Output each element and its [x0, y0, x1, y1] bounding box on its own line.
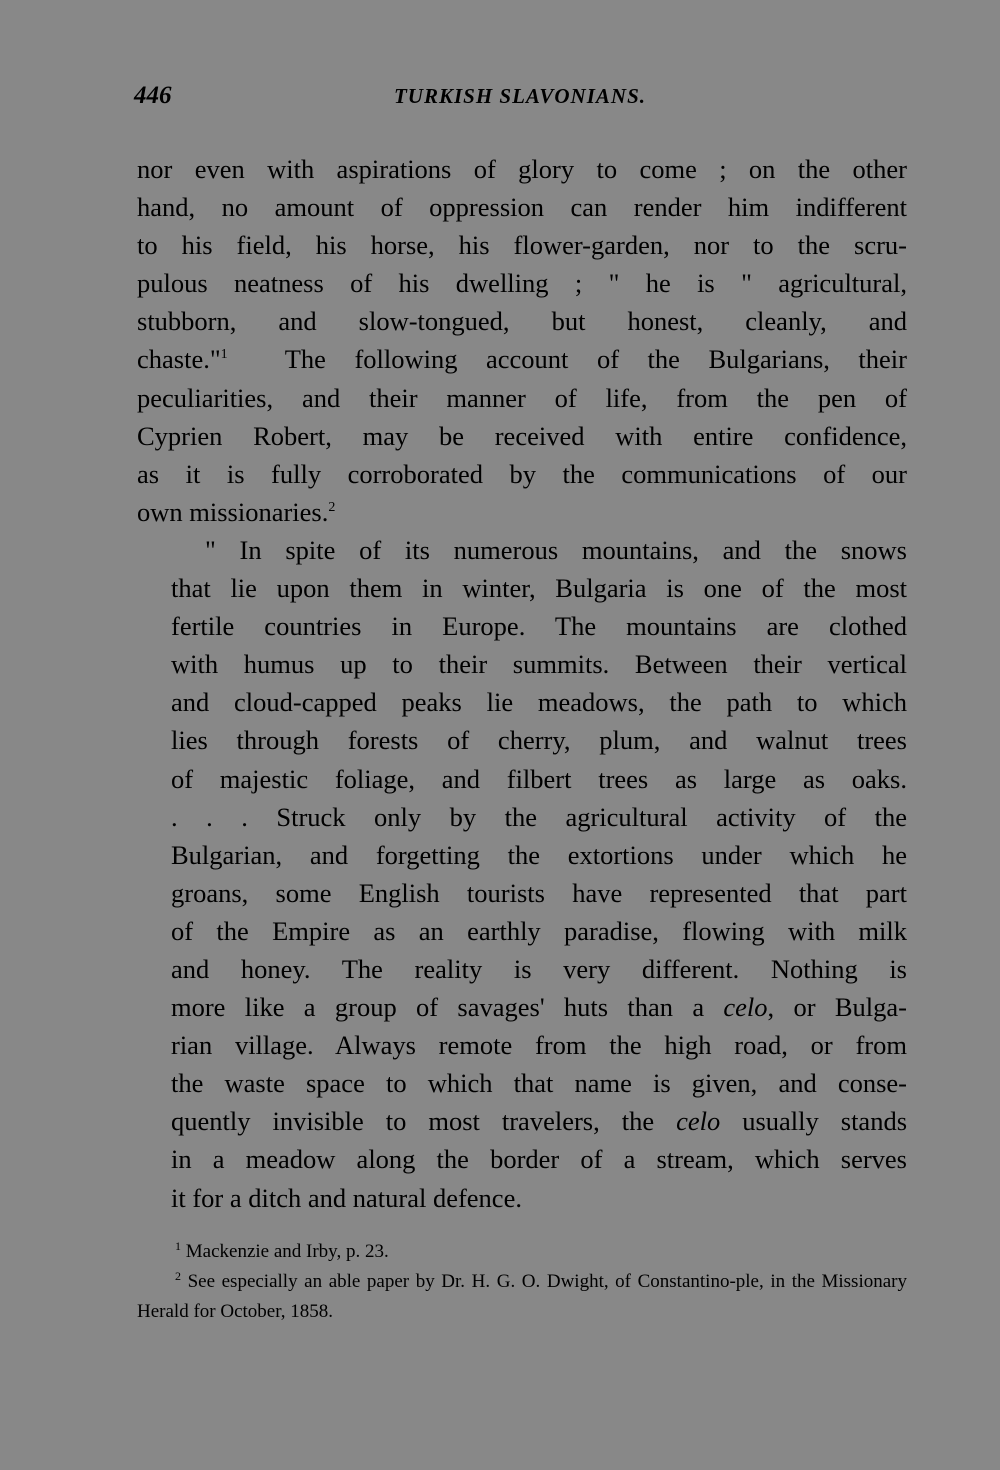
footnote-marker: 2 [175, 1269, 181, 1283]
text-fragment: more like a group of savages' huts than a [171, 992, 705, 1023]
footnote-1 [137, 1237, 907, 1267]
text-fragment: , or Bulga- [767, 992, 907, 1023]
text-line-mixed [137, 340, 907, 378]
text-line: with humus up to their summits. Between their vertical [171, 649, 907, 680]
text-line: the waste space to which that name is given, and conse- [171, 1068, 907, 1099]
running-head [134, 82, 906, 116]
paragraph-1 [137, 150, 907, 531]
italic-word: celo [723, 992, 768, 1023]
text-line: of majestic foliage, and filbert trees as large as oaks. [171, 763, 907, 794]
text-line: and cloud-capped peaks lie meadows, the path to which [171, 687, 907, 718]
text-fragment: usually stands [742, 1106, 908, 1137]
text-line: Bulgarian, and forgetting the extortions under which he [171, 839, 907, 870]
text-line-mixed [137, 988, 907, 1026]
footnote-text: See especially an able paper by Dr. H. G. O. Dwight, of Constantino-ple, in the Missionary Herald for October, 1858. [137, 1271, 907, 1322]
italic-word: celo [676, 1106, 721, 1137]
text-line: . . . Struck only by the agricultural activity of the [171, 801, 907, 832]
text-line: fertile countries in Europe. The mountains are clothed [171, 611, 907, 642]
text-fragment: quently invisible to most travelers, the [171, 1106, 655, 1137]
footnote-marker: 1 [175, 1239, 181, 1253]
text-line: " In spite of its numerous mountains, and the snows [205, 534, 907, 565]
text-line: it for a ditch and natural defence. [171, 1182, 522, 1213]
text-line: in a meadow along the border of a stream, which serves [171, 1144, 907, 1175]
text-line: of the Empire as an earthly paradise, flowing with milk [171, 915, 907, 946]
text-line: Cyprien Robert, may be received with entire confidence, [137, 420, 907, 451]
text-line: and honey. The reality is very different. Nothing is [171, 953, 907, 984]
text-line: hand, no amount of oppression can render him indifferent [137, 192, 907, 223]
body-text [137, 150, 907, 1217]
text-line: pulous neatness of his dwelling ; " he is " agricultural, [137, 268, 907, 299]
text-line: peculiarities, and their manner of life, from the pen of [137, 382, 907, 413]
text-line: stubborn, and slow-tongued, but honest, cleanly, and [137, 306, 907, 337]
text-line: as it is fully corroborated by the communications of our [137, 458, 907, 489]
running-title: TURKISH SLAVONIANS. [393, 84, 646, 108]
footnote-2 [137, 1267, 907, 1327]
footnote-text: Mackenzie and Irby, p. 23. [185, 1241, 389, 1262]
page-number: 446 [134, 82, 172, 109]
paragraph-2 [137, 531, 907, 1217]
footnotes [137, 1237, 907, 1327]
text-line: to his field, his horse, his flower-garden, nor to the scru- [137, 230, 907, 261]
text-fragment: chaste." [137, 344, 221, 375]
text-line-mixed [137, 493, 907, 531]
text-line: groans, some English tourists have represented that part [171, 877, 907, 908]
text-line-mixed [137, 1102, 907, 1140]
text-fragment: The following account of the Bulgarians, their [284, 344, 907, 375]
text-line: that lie upon them in winter, Bulgaria is one of the most [171, 573, 907, 604]
text-line: lies through forests of cherry, plum, and walnut trees [171, 725, 907, 756]
text-line: nor even with aspirations of glory to come ; on the other [137, 154, 907, 184]
text-fragment: own missionaries. [137, 496, 329, 527]
text-line: rian village. Always remote from the high road, or from [171, 1030, 907, 1061]
footnote-ref: 1 [220, 347, 228, 363]
footnote-ref: 2 [328, 499, 336, 515]
